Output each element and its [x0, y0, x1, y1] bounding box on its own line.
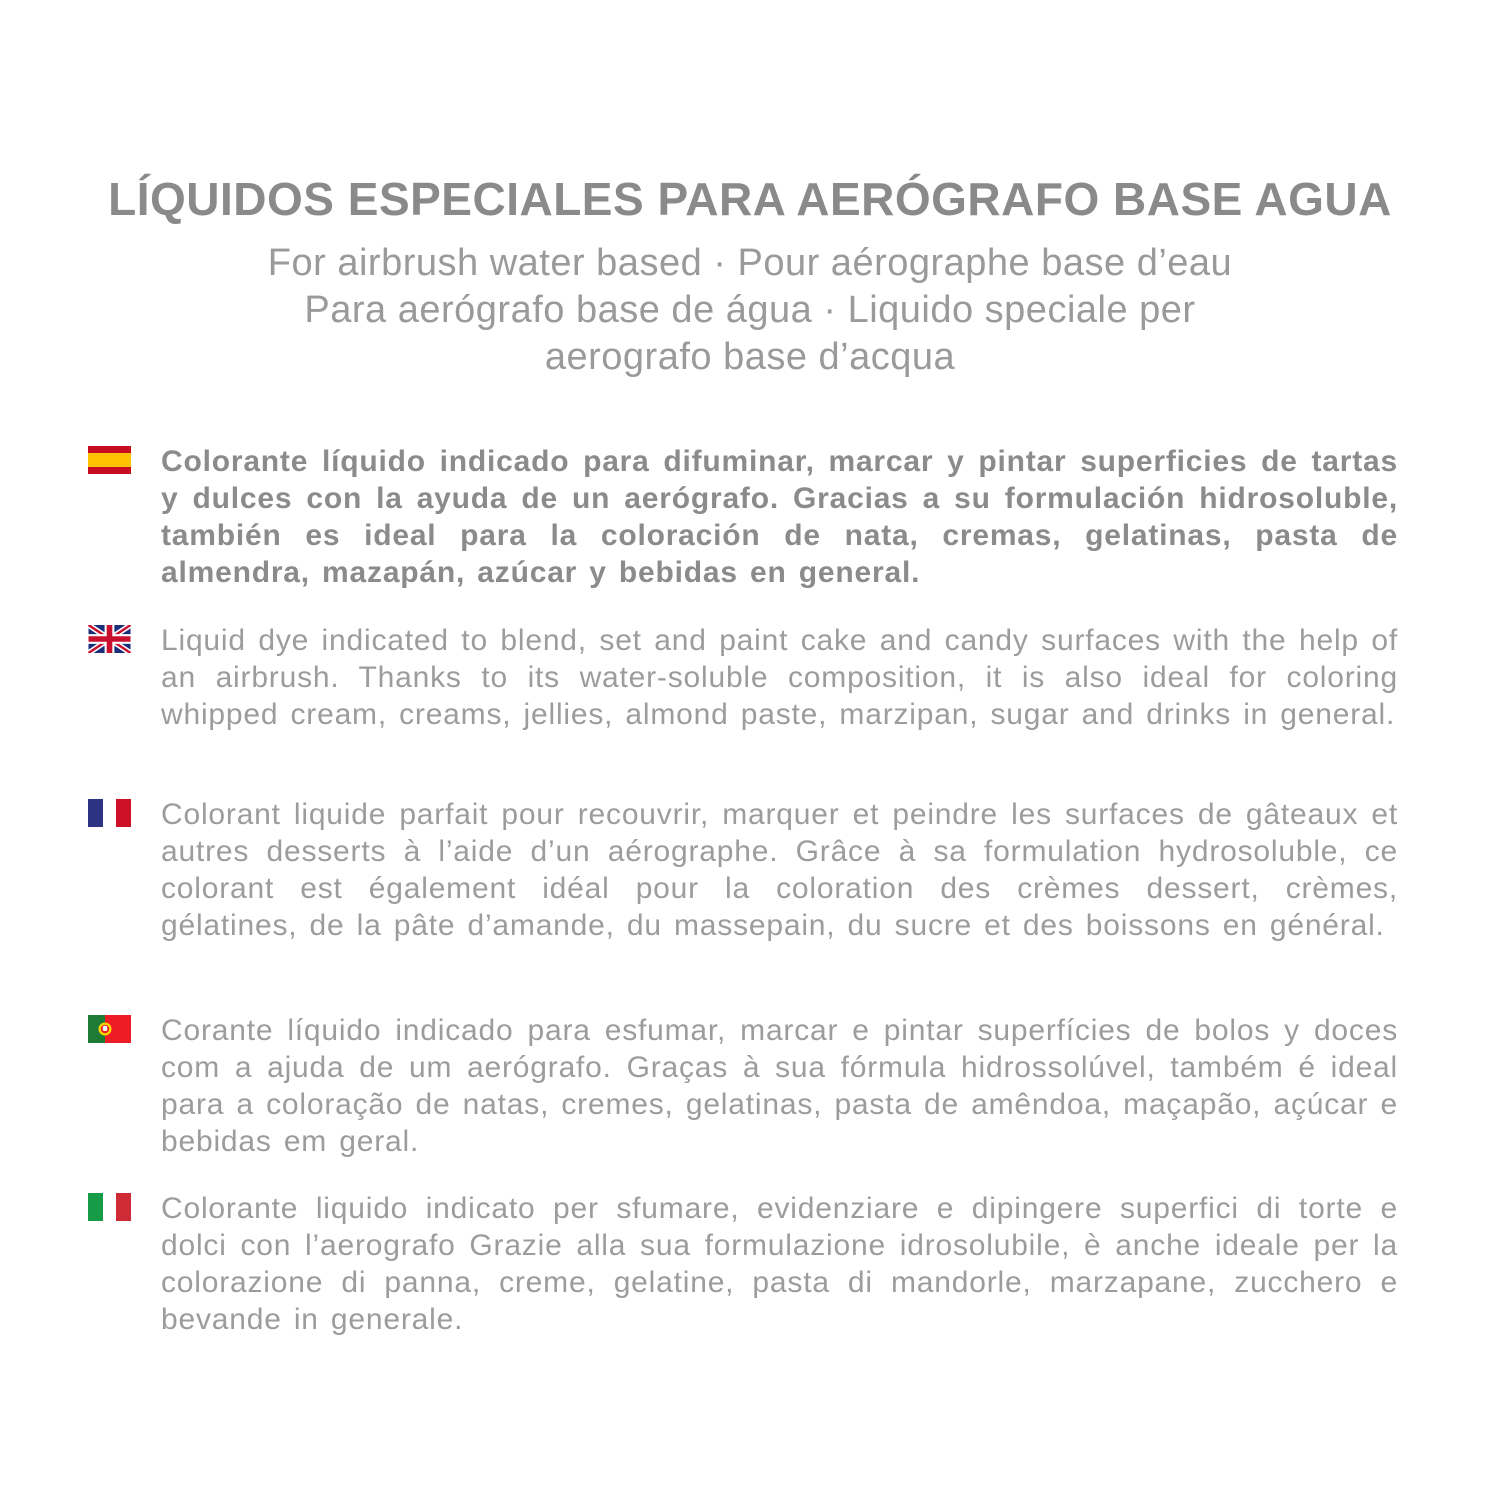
description-paragraph-en [88, 622, 1398, 733]
italy-flag-icon [88, 1193, 131, 1221]
paragraph-text: Colorante líquido indicado para difuminar, marcar y pintar superficies de tartas y dulces con la ayuda de un aerógrafo. Gracias a su formulación hidrosoluble, también es ideal para la coloración de nata, cremas, gelatinas, pasta de almendra, mazapán, azúcar y bebidas en general. [161, 445, 1398, 589]
paragraph-text: Colorante liquido indicato per sfumare, evidenziare e dipingere superfici di torte e dolci con l’aerografo Grazie alla sua formulazione idrosolubile, è anche ideale per la colorazione di panna, creme, gelatine, pasta di mandorle, marzapane, zucchero e bevande in generale. [161, 1192, 1398, 1336]
paragraph-text: Corante líquido indicado para esfumar, marcar e pintar superfícies de bolos y doces com a ajuda de um aerógrafo. Graças à sua fórmula hidrossolúvel, também é ideal para a coloração de natas, cremes, gelatinas, pasta de amêndoa, maçapão, açúcar e bebidas em geral. [161, 1014, 1398, 1158]
description-paragraph-pt [88, 1012, 1398, 1160]
paragraph-text: Colorant liquide parfait pour recouvrir, marquer et peindre les surfaces de gâteaux et autres desserts à l’aide d’un aérographe. Grâce à sa formulation hydrosoluble, ce colorant est également idéal pour la coloration des crèmes dessert, crèmes, gélatines, de la pâte d’amande, du massepain, du sucre et des boissons en général. [161, 798, 1398, 942]
subtitle-line-1: For airbrush water based · Pour aérographe base d’eau [267, 242, 1233, 284]
subtitle-line-3: aerografo base d’acqua [544, 336, 956, 378]
page-title: LÍQUIDOS ESPECIALES PARA AERÓGRAFO BASE AGUA [108, 173, 1392, 225]
spain-flag-icon [88, 446, 131, 474]
description-paragraph-es [88, 443, 1398, 591]
description-paragraph-it [88, 1190, 1398, 1338]
description-paragraph-fr [88, 796, 1398, 944]
subtitle-line-2: Para aerógrafo base de água · Liquido speciale per [304, 289, 1196, 331]
page-subtitle [0, 240, 1500, 381]
portugal-flag-icon [88, 1015, 131, 1043]
france-flag-icon [88, 799, 131, 827]
paragraph-text: Liquid dye indicated to blend, set and paint cake and candy surfaces with the help of an airbrush. Thanks to its water-soluble composition, it is also ideal for coloring whipped cream, creams, jellies, almond paste, marzipan, sugar and drinks in general. [161, 624, 1398, 731]
uk-flag-icon [88, 625, 131, 653]
